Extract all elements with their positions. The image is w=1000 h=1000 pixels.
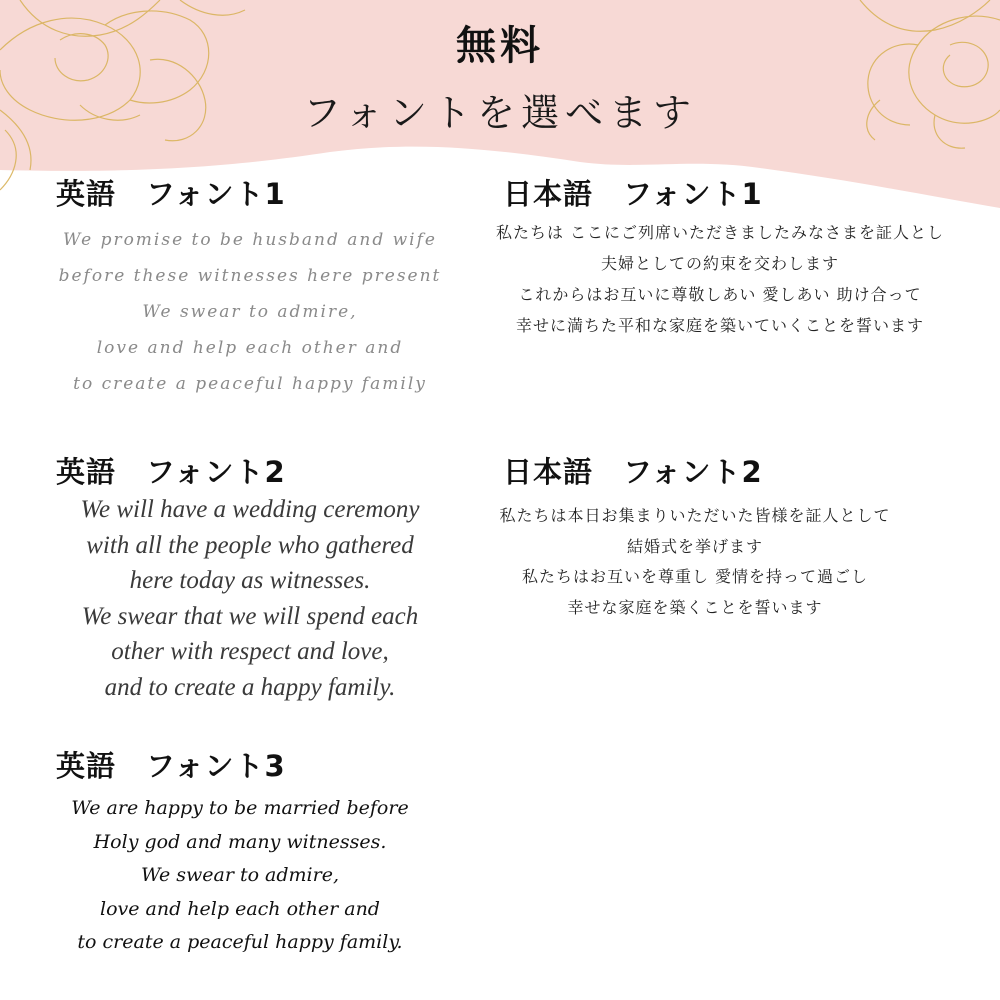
sample-line: to create a peaceful happy family.	[77, 931, 403, 953]
sample-line: Holy god and many witnesses.	[93, 830, 387, 853]
sample-line: other with respect and love,	[111, 638, 389, 665]
sample-line: 幸せに満ちた平和な家庭を築いていくことを誓います	[515, 316, 924, 335]
page-title: 無料	[456, 23, 544, 69]
sample-line: We promise to be husband and wife	[63, 230, 437, 250]
english-font-3-sample	[20, 792, 460, 960]
sample-line: and to create a happy family.	[104, 673, 396, 701]
sample-line: 私たちは ここにご列席いただきましたみなさまを証人とし	[495, 223, 945, 242]
japanese-font-2-heading: 日本語 フォント2	[503, 455, 763, 489]
english-font-3-heading: 英語 フォント3	[56, 749, 286, 783]
sample-line: We swear that we will spend each	[81, 602, 419, 630]
japanese-font-2-sample	[445, 501, 945, 623]
japanese-font-1-sample	[470, 217, 970, 341]
sample-line: love and help each other and	[100, 897, 380, 920]
sample-line: 幸せな家庭を築くことを誓います	[567, 597, 823, 617]
english-font-2-sample	[40, 492, 460, 705]
sample-line: 結婚式を挙げます	[626, 536, 763, 556]
english-font-1-heading: 英語 フォント1	[56, 177, 286, 211]
sample-line: We will have a wedding ceremony	[80, 496, 420, 523]
english-font-1-sample	[40, 222, 460, 402]
sample-line: We swear to admire,	[142, 302, 358, 322]
english-font-2-heading: 英語 フォント2	[56, 455, 286, 489]
sample-line: here today as witnesses.	[129, 567, 371, 594]
sample-line: 私たちは本日お集まりいただいた皆様を証人として	[499, 506, 891, 525]
sample-line: before these witnesses here present	[58, 266, 442, 286]
page-subtitle: フォントを選べます	[302, 91, 698, 135]
sample-line: love and help each other and	[96, 338, 404, 358]
japanese-font-1-heading: 日本語 フォント1	[503, 177, 763, 211]
sample-line: これからはお互いに尊敬しあい 愛しあい 助け合って	[518, 285, 922, 304]
sample-line: 夫婦としての約束を交わします	[600, 254, 839, 273]
sample-line: We are happy to be married before	[71, 797, 409, 819]
sample-line: 私たちはお互いを尊重し 愛情を持って過ごし	[521, 567, 869, 586]
sample-line: to create a peaceful happy family	[73, 374, 427, 394]
sample-line: We swear to admire,	[140, 864, 340, 886]
sample-line: with all the people who gathered	[86, 531, 414, 559]
